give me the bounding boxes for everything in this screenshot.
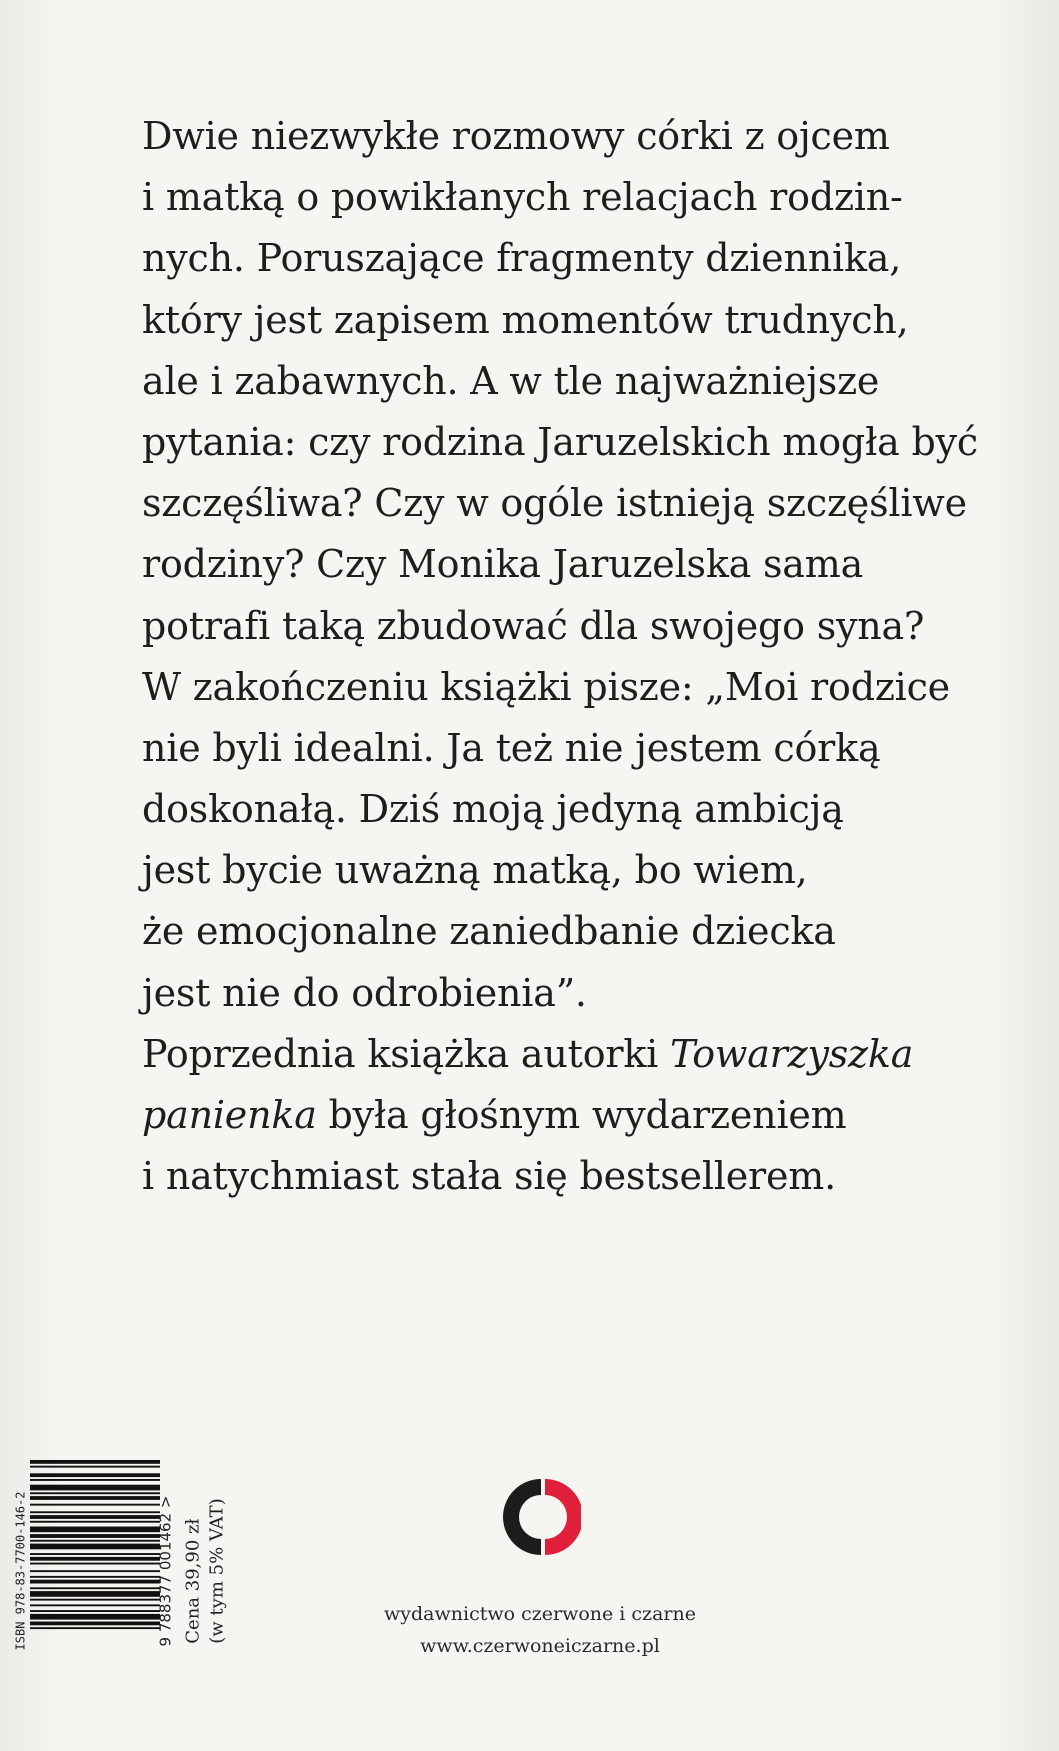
blurb-line: i matką o powikłanych relacjach rodzin- bbox=[142, 175, 903, 220]
barcode-bar bbox=[30, 1599, 160, 1601]
barcode-bar bbox=[30, 1527, 160, 1533]
blurb-line: nie byli idealni. Ja też nie jestem córką bbox=[142, 725, 881, 770]
blurb-line: jest nie do odrobienia”. bbox=[142, 970, 587, 1015]
barcode-bar bbox=[30, 1622, 160, 1626]
barcode-bar bbox=[30, 1515, 160, 1519]
barcode-bar bbox=[30, 1570, 160, 1572]
blurb-line: pytania: czy rodzina Jaruzelskich mogła być bbox=[142, 419, 978, 464]
publisher-url: www.czerwoneiczarne.pl bbox=[420, 1635, 660, 1657]
barcode-bar bbox=[30, 1460, 160, 1464]
barcode-bar bbox=[30, 1557, 160, 1561]
blurb-line: W zakończeniu książki pisze: „Moi rodzice bbox=[142, 664, 950, 709]
price-label: Cena 39,90 zł bbox=[183, 1518, 205, 1644]
barcode-bar bbox=[30, 1544, 160, 1550]
barcode-bar bbox=[30, 1466, 160, 1468]
barcode-bar bbox=[30, 1485, 160, 1491]
barcode-icon bbox=[30, 1458, 160, 1684]
barcode-bar bbox=[30, 1580, 160, 1584]
barcode-bar bbox=[30, 1479, 160, 1481]
barcode-bar bbox=[30, 1511, 160, 1513]
barcode-number: 9 788377 001462 > bbox=[156, 1495, 174, 1647]
blurb-line bbox=[142, 1024, 992, 1085]
book-title-part-1: Towarzyszka bbox=[670, 1031, 914, 1076]
barcode-digits bbox=[154, 1456, 176, 1686]
isbn-text: ISBN 978-83-7700-146-2 bbox=[13, 1491, 28, 1651]
barcode-bar bbox=[30, 1504, 160, 1506]
logo-red-half bbox=[545, 1479, 581, 1555]
barcode-bar bbox=[30, 1614, 160, 1620]
blurb-line: potrafi taką zbudować dla swojego syna? bbox=[142, 603, 925, 648]
barcode-bar bbox=[30, 1563, 160, 1565]
isbn-label bbox=[8, 1456, 32, 1686]
blurb-line bbox=[142, 1085, 992, 1146]
barcode-bar bbox=[30, 1627, 160, 1629]
blurb-line-text: była głośnym wydarzeniem bbox=[316, 1093, 847, 1137]
barcode-bar bbox=[30, 1576, 160, 1578]
barcode-bar bbox=[30, 1521, 160, 1523]
price-block bbox=[178, 1456, 234, 1686]
barcode-bar bbox=[30, 1587, 160, 1589]
blurb-line: który jest zapisem momentów trudnych, bbox=[142, 297, 909, 342]
blurb-line: Dwie niezwykłe rozmowy córki z ojcem bbox=[142, 114, 890, 158]
publisher-info bbox=[330, 1598, 750, 1662]
publisher-name: wydawnictwo czerwone i czarne bbox=[384, 1603, 696, 1625]
barcode-bar bbox=[30, 1473, 160, 1477]
blurb-text bbox=[142, 106, 992, 1207]
barcode-bar bbox=[30, 1492, 160, 1494]
blurb-line: szczęśliwa? Czy w ogóle istnieją szczęśliwe bbox=[142, 481, 967, 526]
book-title-part-2: panienka bbox=[142, 1093, 317, 1137]
blurb-line: nych. Poruszające fragmenty dziennika, bbox=[142, 236, 902, 281]
price-rotated bbox=[182, 1498, 230, 1643]
blurb-line: że emocjonalne zaniedbanie dziecka bbox=[142, 909, 836, 954]
barcode-bar bbox=[30, 1610, 160, 1612]
price-vat: (w tym 5% VAT) bbox=[207, 1498, 229, 1644]
barcode-bar bbox=[30, 1496, 160, 1500]
logo-black-half bbox=[503, 1479, 541, 1555]
barcode-bar bbox=[30, 1604, 160, 1606]
blurb-line: doskonałą. Dziś moją jedyną ambicją bbox=[142, 787, 844, 832]
blurb-line: i natychmiast stała się bestsellerem. bbox=[142, 1154, 836, 1199]
blurb-line: jest bycie uważną matką, bo wiem, bbox=[142, 848, 808, 893]
barcode-bar bbox=[30, 1591, 160, 1597]
blurb-line: rodziny? Czy Monika Jaruzelska sama bbox=[142, 542, 864, 587]
barcode-bar bbox=[30, 1534, 160, 1538]
blurb-line-text: Poprzednia książka autorki bbox=[142, 1031, 659, 1076]
blurb-line: ale i zabawnych. A w tle najważniejsze bbox=[142, 358, 880, 403]
barcode-bar bbox=[30, 1540, 160, 1542]
publisher-logo-icon bbox=[501, 1477, 581, 1557]
barcode-bar bbox=[30, 1553, 160, 1555]
